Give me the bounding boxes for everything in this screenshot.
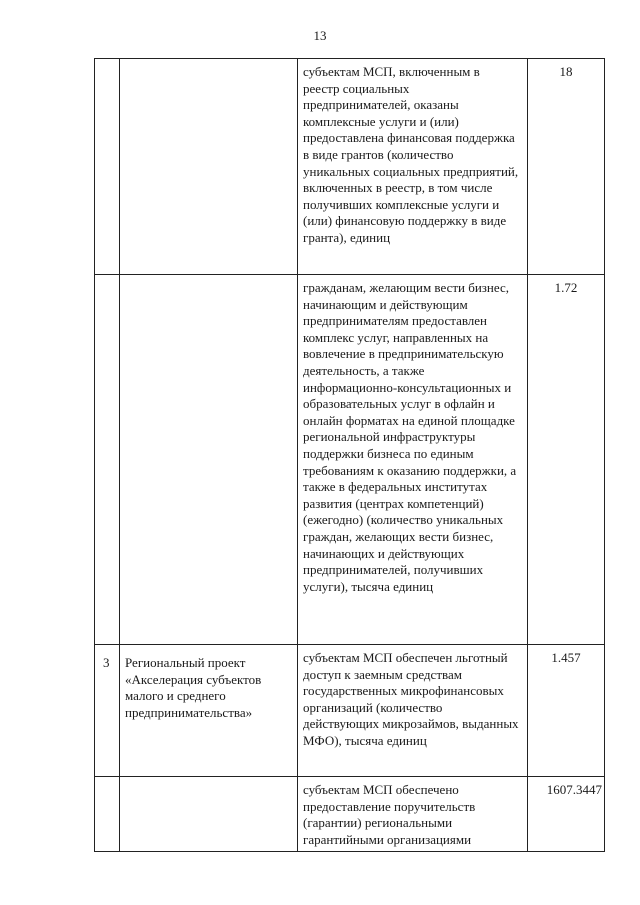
indicator-cell: субъектам МСП обеспечено предоставление поручительств (гарантии) региональными гарантийными организациями xyxy=(298,777,528,852)
table-row xyxy=(95,777,605,852)
row-number-cell xyxy=(95,275,120,645)
row-number-cell xyxy=(95,777,120,852)
table-row xyxy=(95,59,605,275)
value-cell: 18 xyxy=(528,59,605,275)
table-row xyxy=(95,275,605,645)
document-table xyxy=(94,58,605,852)
indicator-cell: субъектам МСП, включенным в реестр социальных предпринимателей, оказаны комплексные услуги и (или) предоставлена финансовая поддержка в виде грантов (количество уникальных социальных предприятий, включенных в реестр, в том числе получивших комплексные услуги и (или) финансовую поддержку в виде гранта), единиц xyxy=(298,59,528,275)
project-cell: Региональный проект «Акселерация субъектов малого и среднего предпринимательства» xyxy=(120,645,298,777)
page-number: 13 xyxy=(313,28,327,43)
project-cell xyxy=(120,275,298,645)
value-cell: 1607.3447 xyxy=(528,777,605,852)
project-cell xyxy=(120,59,298,275)
value-cell: 1.72 xyxy=(528,275,605,645)
row-number-cell xyxy=(95,59,120,275)
indicator-cell: субъектам МСП обеспечен льготный доступ к заемным средствам государственных микрофинансовых организаций (количество действующих микрозаймов, выданных МФО), тысяча единиц xyxy=(298,645,528,777)
row-number-cell: 3 xyxy=(95,645,120,777)
indicator-cell: гражданам, желающим вести бизнес, начинающим и действующим предпринимателям предоставлен комплекс услуг, направленных на вовлечение в предпринимательскую деятельность, а также информационно-консультационных и образовательных услуг в офлайн и онлайн форматах на единой площадке региональной инфраструктуры поддержки бизнеса по единым требованиям к оказанию поддержки, а также в федеральных институтах развития (центрах компетенций) (ежегодно) (количество уникальных граждан, желающих вести бизнес, начинающих и действующих предпринимателей, получивших услуги), тысяча единиц xyxy=(298,275,528,645)
value-cell: 1.457 xyxy=(528,645,605,777)
table-row xyxy=(95,645,605,777)
project-cell xyxy=(120,777,298,852)
